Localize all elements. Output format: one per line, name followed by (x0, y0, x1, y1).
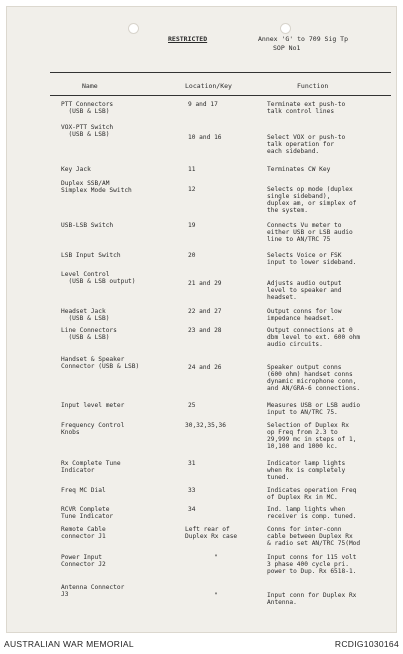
row-function: Selects op mode (duplex single sideband), duplex am, or simplex of the system. (267, 186, 357, 215)
row-location: 25 (188, 402, 196, 409)
annex-reference: Annex 'G' to 709 Sig Tp (258, 35, 349, 43)
row-function: Select VOX or push-to talk operation for each sideband. (267, 134, 346, 156)
row-function: Selects Voice or FSK input to lower sideband. (267, 252, 357, 267)
row-name: RCVR Complete Tune Indicator (61, 506, 114, 521)
row-location: 9 and 17 (188, 101, 218, 108)
row-name: Remote Cable connector J1 (61, 526, 106, 541)
row-function: Input conns for 115 volt 3 phase 400 cycle pri. power to Dup. Rx 6518-1. (267, 554, 357, 576)
row-function: Terminate ext push-to talk control lines (267, 101, 346, 116)
row-function: Output conns for low impedance headset. (267, 308, 342, 323)
row-name: PTT Connectors (USB & LSB) (61, 101, 114, 116)
row-function: Ind. lamp lights when receiver is comp. tuned. (267, 506, 357, 521)
row-function: Selection of Duplex Rx op Freq from 2.3 to 29,999 mc in steps of 1, 10,100 and 1000 kc. (267, 422, 357, 451)
column-header-name: Name (82, 82, 98, 90)
row-name: Input level meter (61, 402, 125, 409)
row-name: Rx Complete Tune Indicator (61, 460, 121, 475)
column-header-location: Location/Key (185, 82, 232, 90)
row-function: Speaker output conns (600 ohm) handset conns dynamic microphone conn, and AN/GRA-6 connections. (267, 364, 361, 393)
row-function: Adjusts audio output level to speaker and headset. (267, 280, 342, 302)
row-name: Power Input Connector J2 (61, 554, 106, 569)
row-location: 20 (188, 252, 196, 259)
table-top-rule (50, 72, 391, 73)
row-name: Line Connectors (USB & LSB) (61, 327, 117, 342)
row-function: Indicates operation Freq of Duplex Rx in MC. (267, 487, 357, 502)
row-location: 11 (188, 166, 196, 173)
sop-reference: SOP No1 (273, 44, 301, 52)
row-name: Frequency Control Knobs (61, 422, 125, 437)
row-location: 24 and 26 (188, 364, 222, 371)
row-location: 34 (188, 506, 196, 513)
row-name: VOX-PTT Switch (USB & LSB) (61, 124, 114, 139)
row-name: Key Jack (61, 166, 91, 173)
row-location: 22 and 27 (188, 308, 222, 315)
row-function: Indicator lamp lights when Rx is completely tuned. (267, 460, 346, 482)
column-header-function: Function (297, 82, 329, 90)
row-location: 10 and 16 (188, 134, 222, 141)
row-name: USB-LSB Switch (61, 222, 114, 229)
row-name: Duplex SSB/AM Simplex Mode Switch (61, 180, 132, 195)
footer-source-label: AUSTRALIAN WAR MEMORIAL (4, 639, 134, 649)
row-location: 31 (188, 460, 196, 467)
row-name: Level Control (USB & LSB output) (61, 271, 136, 286)
row-location: " (214, 554, 218, 561)
row-name: LSB Input Switch (61, 252, 121, 259)
row-function: Conns for inter-conn cable between Duplex Rx & radio set AN/TRC 75(Mod (267, 526, 361, 548)
row-function: Measures USB or LSB audio input to AN/TRC 75. (267, 402, 361, 417)
row-function: Output connections at 0 dbm level to ext. 600 ohm audio circuits. (267, 327, 361, 349)
classification-heading: RESTRICTED (168, 35, 208, 43)
row-location: 23 and 28 (188, 327, 222, 334)
row-location: 19 (188, 222, 196, 229)
row-name: Freq MC Dial (61, 487, 106, 494)
row-function: Connects Vu meter to either USB or LSB audio line to AN/TRC 75 (267, 222, 353, 244)
footer-record-id: RCDIG1030164 (334, 639, 399, 649)
row-function: Input conn for Duplex Rx Antenna. (267, 592, 357, 607)
row-location: 12 (188, 186, 196, 193)
row-location: 30,32,35,36 (185, 422, 226, 429)
punch-hole (128, 23, 139, 34)
row-function: Terminates CW Key (267, 166, 331, 173)
table-header-rule (50, 95, 391, 96)
row-location: 33 (188, 487, 196, 494)
row-name: Headset Jack (USB & LSB) (61, 308, 110, 323)
row-location: 21 and 29 (188, 280, 222, 287)
punch-hole (280, 23, 291, 34)
row-name: Antenna Connector J3 (61, 584, 125, 599)
row-location: " (214, 592, 218, 599)
row-name: Handset & Speaker Connector (USB & LSB) (61, 356, 140, 371)
row-location: Left rear of Duplex Rx case (185, 526, 238, 541)
